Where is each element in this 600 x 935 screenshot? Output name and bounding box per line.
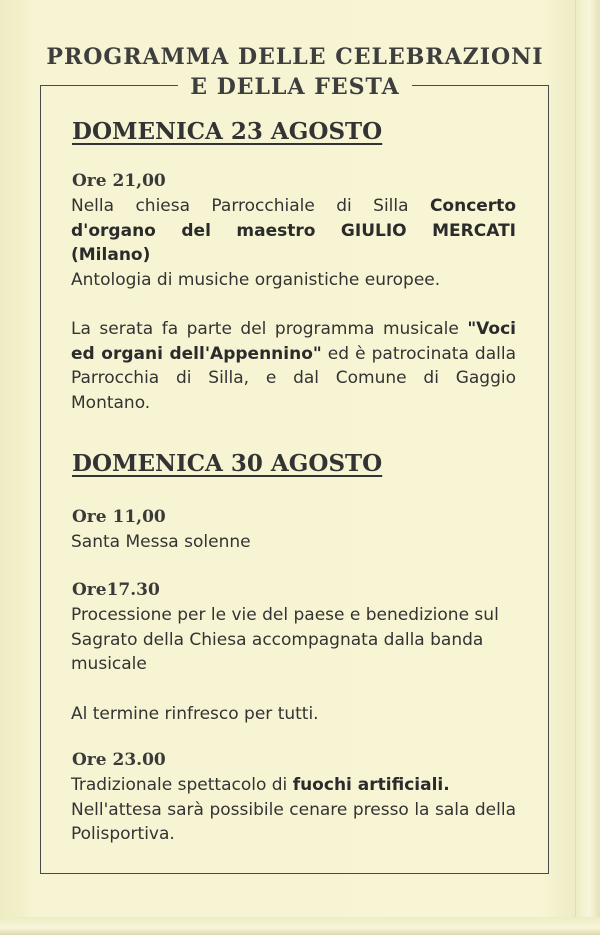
festival-name: "Voci ed organi dell'Appennino" xyxy=(71,319,516,364)
frame-top-rule-left xyxy=(40,85,178,86)
program-title: PROGRAMMA DELLE CELEBRAZIONI xyxy=(46,44,544,70)
program-subtitle: E DELLA FESTA xyxy=(190,74,400,100)
closing-note: Al termine rinfresco per tutti. xyxy=(71,704,319,724)
paper-bottom-edge xyxy=(0,917,600,935)
paper-fold-edge xyxy=(575,0,600,935)
event-description xyxy=(71,773,516,847)
note-text-continued: ed è patrocinata dalla Parrocchia di Silla, e dal Comune di Gaggio Montano. xyxy=(71,343,516,413)
event-text-secondary: Antologia di musiche organistiche europee. xyxy=(71,269,441,290)
event-time: Ore17.30 xyxy=(72,580,160,600)
concert-highlight: Concerto d'organo del maestro GIULIO MERCATI (Milano) xyxy=(71,196,516,265)
event-description: Processione per le vie del paese e benedizione sul Sagrato della Chiesa accompagnata dalla banda musicale xyxy=(71,605,499,674)
event-description xyxy=(71,194,516,292)
day-heading-23-agosto: DOMENICA 23 AGOSTO xyxy=(72,118,383,145)
event-description: Santa Messa solenne xyxy=(71,532,251,552)
event-time: Ore 23.00 xyxy=(72,750,166,770)
note-text: La serata fa parte del programma musicale xyxy=(71,319,468,339)
day-heading-30-agosto: DOMENICA 30 AGOSTO xyxy=(72,450,383,477)
event-time: Ore 21,00 xyxy=(72,171,166,191)
fireworks-highlight: fuochi artificiali. xyxy=(292,775,450,795)
event-time: Ore 11,00 xyxy=(72,507,166,527)
event-text-secondary: Nell'attesa sarà possibile cenare presso la sala della Polisportiva. xyxy=(71,799,516,844)
program-note xyxy=(71,317,516,415)
event-text: Tradizionale spettacolo di xyxy=(71,775,293,795)
frame-top-rule-right xyxy=(412,85,549,86)
event-text: Nella chiesa Parrocchiale di Silla xyxy=(71,196,430,216)
